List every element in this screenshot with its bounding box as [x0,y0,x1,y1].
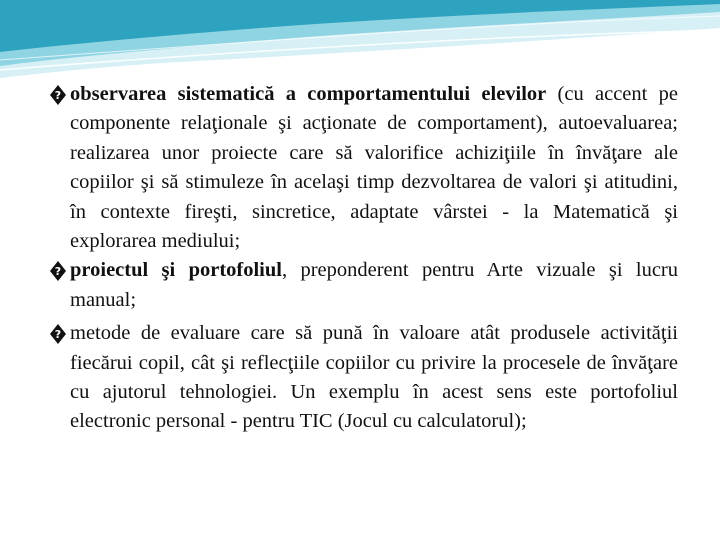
missing-glyph-icon [48,80,68,109]
svg-text:?: ? [54,88,62,102]
bullet-item-1 [48,80,678,256]
bullet-text: (cu accent pe componente relaţionale şi acţionate de comportament), autoevaluarea; realizarea unor proiecte care să valorifice achiziţiile în învăţare ale copiilor şi să stimuleze în acelaşi timp dezvoltarea de valori şi atitudini, în contexte fireşti, sincretice, adaptate vârstei - la Matematică şi explorarea mediului; [70,83,678,253]
bullet-item-3 [48,319,678,437]
missing-glyph-icon [48,319,68,348]
bullet-text: metode de evaluare care să pună în valoare atât produsele activităţii fiecărui copil, cât şi reflecţiile copiilor cu privire la procesele de învăţare cu ajutorul tehnologiei. Un exemplu în acest sens este portofoliul electronic personal - pentru TIC (Jocul cu calculatorul); [70,322,678,433]
svg-text:?: ? [54,264,62,278]
bullet-bold-text: proiectul şi portofoliul [70,259,282,282]
svg-text:?: ? [54,327,62,341]
bullet-list [48,80,678,437]
bullet-item-2 [48,256,678,315]
bullet-bold-text: observarea sistematică a comportamentului elevilor [70,83,547,105]
header-wave-decoration [0,0,720,90]
bullet-text: , preponderent pentru Arte vizuale şi lucru manual; [70,259,678,311]
missing-glyph-icon [48,256,68,285]
